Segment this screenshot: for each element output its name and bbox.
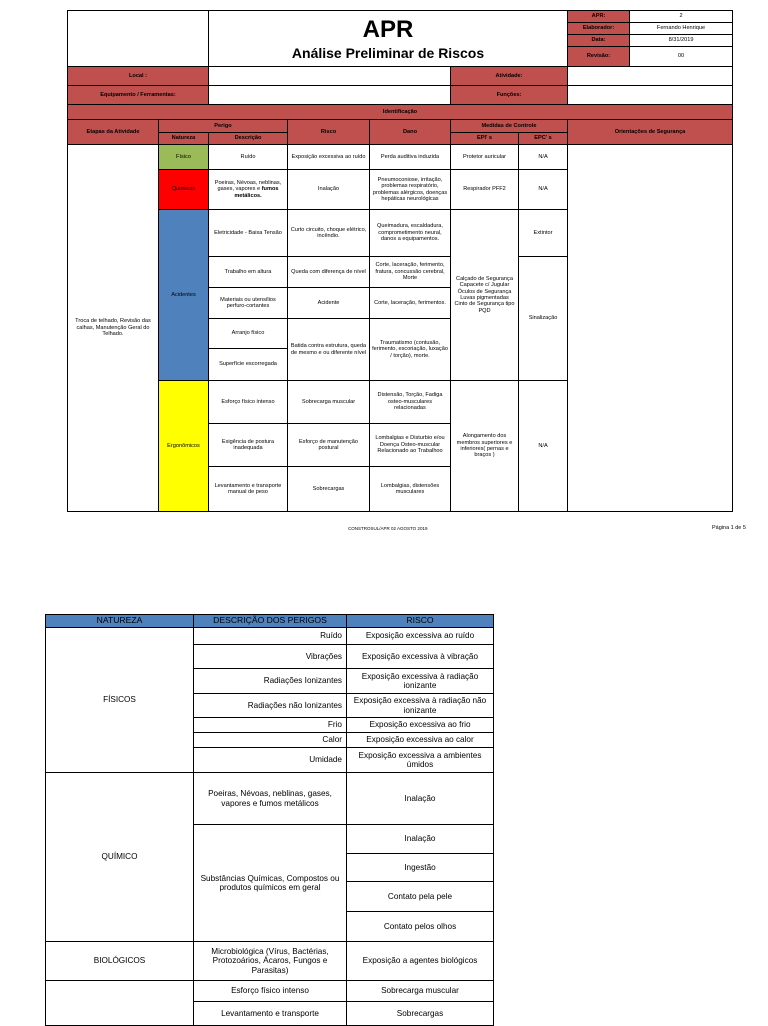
funcoes-field[interactable] <box>568 86 733 105</box>
ref-risco-cell: Contato pela pele <box>347 882 494 912</box>
col-descricao: Descrição <box>209 133 288 145</box>
apr-number-label: APR: <box>568 11 630 23</box>
risco-cell: Exposição excessiva ao ruído <box>288 145 370 170</box>
funcoes-label: Funções: <box>451 86 568 105</box>
ref-desc-cell: Frio <box>194 718 347 733</box>
page-title: APR <box>362 15 414 43</box>
ref-desc-cell: Poeiras, Névoas, neblinas, gases, vapores e fumos metálicos <box>194 773 347 825</box>
dano-cell: Queimadura, escaldadura, comprometimento neural, danos a equipamentos. <box>370 210 451 257</box>
ref-desc-cell: Substâncias Químicas, Compostos ou produtos químicos em geral <box>194 825 347 942</box>
etapa-cell: Troca de telhado, Revisão das calhas, Manutenção Geral do Telhado. <box>68 145 159 512</box>
ref-risco-cell: Exposição excessiva à radiação não ionizante <box>347 694 494 718</box>
risco-cell: Curto circuito, choque elétrico, incêndio. <box>288 210 370 257</box>
ref-header-descricao: DESCRIÇÃO DOS PERIGOS <box>194 615 347 628</box>
page-subtitle: Análise Preliminar de Riscos <box>291 45 485 62</box>
epc-cell: Sinalização <box>519 257 568 381</box>
ref-natureza-quimico: QUÍMICO <box>46 773 194 942</box>
apr-table <box>67 10 733 512</box>
col-epi: EPI' s <box>451 133 519 145</box>
ref-risco-cell: Ingestão <box>347 854 494 882</box>
natureza-ergonomicos: Ergonômicos <box>159 381 209 512</box>
local-field[interactable] <box>209 67 451 86</box>
risco-cell: Queda com diferença de nível <box>288 257 370 288</box>
ref-natureza-biologicos: BIOLÓGICOS <box>46 942 194 981</box>
ref-risco-cell: Exposição excessiva ao calor <box>347 733 494 748</box>
date-label: Data: <box>568 35 630 47</box>
footer-document-code: CONSTROSUL/APR 02 AGOSTO 2019 <box>348 526 428 531</box>
logo-area <box>68 11 209 67</box>
dano-cell: Lombalgias, distensões musculares <box>370 467 451 512</box>
col-medidas: Medidas de Controle <box>451 120 568 133</box>
ref-risco-cell: Exposição excessiva à radiação ionizante <box>347 669 494 694</box>
ref-risco-cell: Sobrecargas <box>347 1002 494 1026</box>
revision-value[interactable]: 00 <box>630 47 733 67</box>
ref-desc-cell: Radiações Ionizantes <box>194 669 347 694</box>
ref-risco-cell: Inalação <box>347 773 494 825</box>
risco-cell: Sobrecarga muscular <box>288 381 370 424</box>
epc-cell: Extintor <box>519 210 568 257</box>
descricao-cell: Eletricidade - Baixa Tensão <box>209 210 288 257</box>
dano-cell: Distensão, Torção, Fadiga osteo-musculares relacionadas <box>370 381 451 424</box>
identificacao-header: Identificação <box>68 105 733 120</box>
natureza-quimicos: Químicos <box>159 170 209 210</box>
ref-desc-cell: Calor <box>194 733 347 748</box>
natureza-acidentes: Acidentes <box>159 210 209 381</box>
dano-cell: Lombalgias e Disturbio e/ou Doença Osteo-muscular Relacionado ao Trabalhoo <box>370 424 451 467</box>
descricao-cell: Poeiras, Névoas, neblinas, gases, vapores e fumos metálicos. <box>209 170 288 210</box>
ref-risco-cell: Exposição excessiva ao ruído <box>347 628 494 645</box>
revision-label: Revisão: <box>568 47 630 67</box>
ref-risco-cell: Contato pelos olhos <box>347 912 494 942</box>
risco-cell: Sobrecargas <box>288 467 370 512</box>
ref-risco-cell: Exposição excessiva a ambientes úmidos <box>347 748 494 773</box>
epi-cell: Protetor auricular <box>451 145 519 170</box>
ref-desc-cell: Vibrações <box>194 645 347 669</box>
dano-cell: Corte, laceração, ferimento, fratura, concussão cerebral, Morte <box>370 257 451 288</box>
descricao-cell: Trabalho em altura <box>209 257 288 288</box>
ref-risco-cell: Exposição excessiva ao frio <box>347 718 494 733</box>
apr-number-value[interactable]: 2 <box>630 11 733 23</box>
ref-risco-cell: Inalação <box>347 825 494 854</box>
ref-risco-cell: Sobrecarga muscular <box>347 981 494 1002</box>
descricao-cell: Materiais ou utensílios perfuro-cortantes <box>209 288 288 319</box>
dano-cell: Pneumoconiose, irritação, problemas respiratório, problemas alérgicos, doenças hepáticas neurológicas <box>370 170 451 210</box>
col-orientacoes: Orientações de Segurança <box>568 120 733 145</box>
epi-cell: Calçado de Segurança Capacete c/ Jugular Óculos de Segurança Luvas pigmentadas Cinto de Segurança tipo PQD <box>451 210 519 381</box>
natureza-fisico: Físico <box>159 145 209 170</box>
ref-desc-cell: Microbiológica (Vírus, Bactérias, Protozoários, Ácaros, Fungos e Parasitas) <box>194 942 347 981</box>
epi-cell: Respirador PFF2 <box>451 170 519 210</box>
ref-desc-cell: Umidade <box>194 748 347 773</box>
ref-desc-cell: Levantamento e transporte <box>194 1002 347 1026</box>
risco-cell: Esforço de manutenção postural <box>288 424 370 467</box>
date-value[interactable]: 8/31/2019 <box>630 35 733 47</box>
col-etapas: Etapas da Atividade <box>68 120 159 145</box>
descricao-cell: Levantamento e transporte manual de peso <box>209 467 288 512</box>
equipamento-field[interactable] <box>209 86 451 105</box>
ref-natureza-fisicos: FÍSICOS <box>46 628 194 773</box>
risco-cell: Inalação <box>288 170 370 210</box>
epc-cell: N/A <box>519 381 568 512</box>
ref-desc-cell: Ruído <box>194 628 347 645</box>
local-label: Local : <box>68 67 209 86</box>
author-value[interactable]: Fernando Henrique <box>630 23 733 35</box>
ref-header-risco: RISCO <box>347 615 494 628</box>
dano-cell: Traumatismo (contusão, ferimento, escoriação, luxação / torção), morte. <box>370 319 451 381</box>
descricao-cell: Superfície escorregada <box>209 349 288 381</box>
col-natureza: Natureza <box>159 133 209 145</box>
atividade-field[interactable] <box>568 67 733 86</box>
risco-cell: Batida contra estrutura, queda de mesmo e ou diferente nível <box>288 319 370 381</box>
dano-cell: Corte, laceração, ferimentos. <box>370 288 451 319</box>
descricao-cell: Arranjo físico <box>209 319 288 349</box>
descricao-cell: Exigência de postura inadequada <box>209 424 288 467</box>
col-perigo: Perigo <box>159 120 288 133</box>
epi-cell: Alongamento dos membros superiores e inferiores( pernas e braços ) <box>451 381 519 512</box>
title-block <box>209 11 568 67</box>
col-risco: Risco <box>288 120 370 145</box>
col-dano: Dano <box>370 120 451 145</box>
orientacoes-cell <box>568 145 733 512</box>
ref-natureza-ergonomicos <box>46 981 194 1026</box>
descricao-cell: Esforço físico intenso <box>209 381 288 424</box>
author-label: Elaborador: <box>568 23 630 35</box>
atividade-label: Atividade: <box>451 67 568 86</box>
ref-risco-cell: Exposição a agentes biológicos <box>347 942 494 981</box>
ref-desc-cell: Esforço físico intenso <box>194 981 347 1002</box>
ref-risco-cell: Exposição excessiva à vibração <box>347 645 494 669</box>
dano-cell: Perda auditiva induzida <box>370 145 451 170</box>
ref-desc-cell: Radiações não Ionizantes <box>194 694 347 718</box>
risco-cell: Acidente <box>288 288 370 319</box>
equipamento-label: Equipamento / Ferramentas: <box>68 86 209 105</box>
footer-page-number: Página 1 de 5 <box>712 525 746 531</box>
ref-header-natureza: NATUREZA <box>46 615 194 628</box>
reference-table <box>45 614 494 1026</box>
epc-cell: N/A <box>519 145 568 170</box>
epc-cell: N/A <box>519 170 568 210</box>
col-epc: EPC' s <box>519 133 568 145</box>
descricao-cell: Ruído <box>209 145 288 170</box>
